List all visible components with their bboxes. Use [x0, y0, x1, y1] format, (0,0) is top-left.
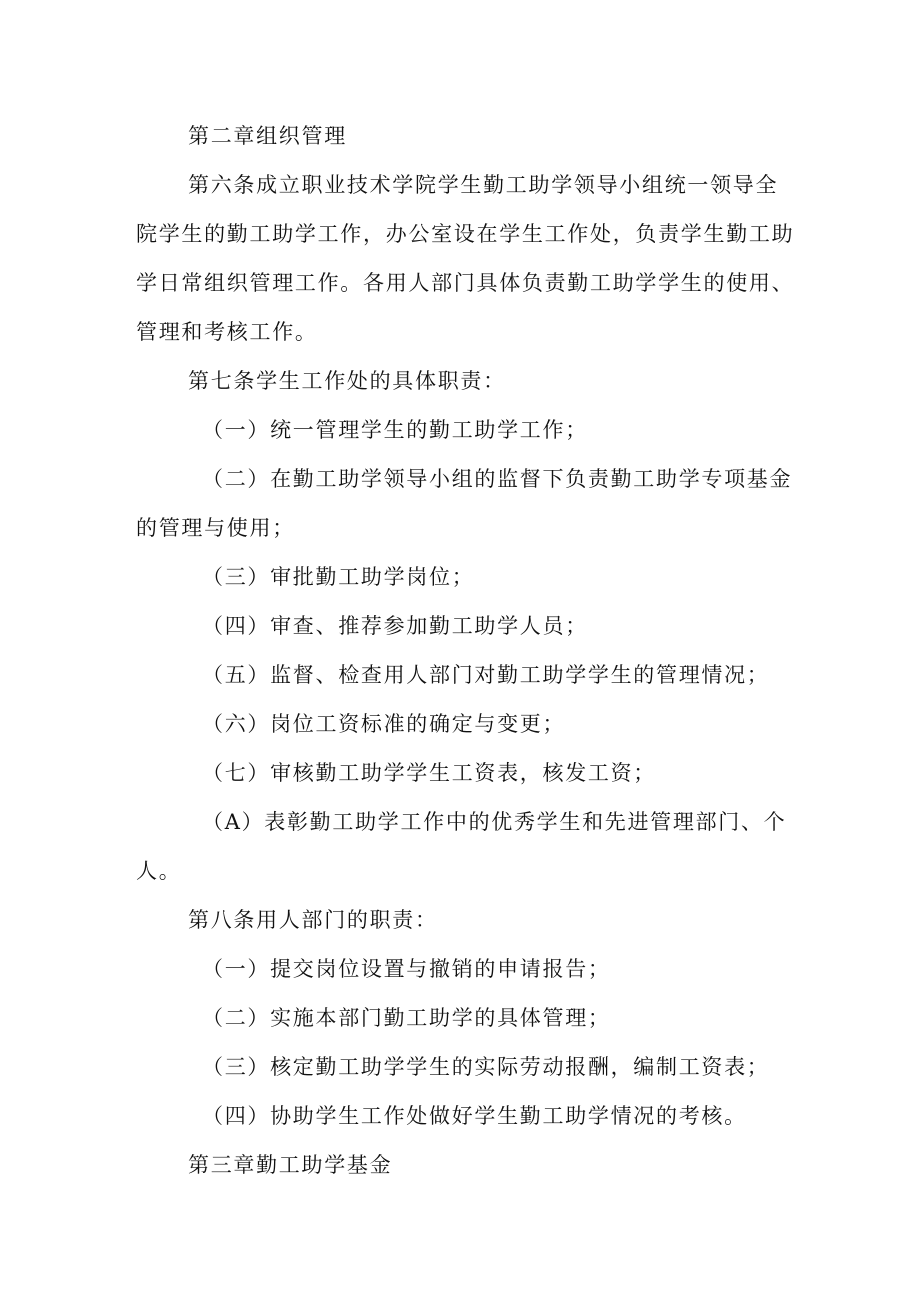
list-item: （二）在勤工助学领导小组的监督下负责勤工助学专项基金的管理与使用；: [136, 467, 793, 540]
list-item: （三）审批勤工助学岗位；: [202, 565, 475, 589]
chapter-heading: 第三章勤工助学基金: [188, 1153, 393, 1177]
list-item: （四）协助学生工作处做好学生勤工助学情况的考核。: [202, 1104, 747, 1128]
list-item: （一）统一管理学生的勤工助学工作；: [202, 418, 588, 442]
list-item: （六）岗位工资标准的确定与变更；: [202, 712, 566, 736]
article-paragraph: 第七条学生工作处的具体职责：: [188, 369, 506, 393]
list-item: （七）审核勤工助学学生工资表，核发工资；: [202, 761, 656, 785]
article-paragraph: 第八条用人部门的职责：: [188, 908, 438, 932]
list-item: （一）提交岗位设置与撤销的申请报告；: [202, 957, 611, 981]
list-item: （A）表彰勤工助学工作中的优秀学生和先进管理部门、个人。: [136, 810, 787, 883]
chapter-heading: 第二章组织管理: [188, 124, 347, 148]
list-item: （二）实施本部门勤工助学的具体管理；: [202, 1006, 611, 1030]
list-item: （四）审查、推荐参加勤工助学人员；: [202, 614, 588, 638]
article-paragraph: 第六条成立职业技术学院学生勤工助学领导小组统一领导全院学生的勤工助学工作，办公室设在学生工作处，负责学生勤工助学日常组织管理工作。各用人部门具体负责勤工助学学生的使用、管理和考核工作。: [136, 173, 795, 344]
list-item: （五）监督、检查用人部门对勤工助学学生的管理情况；: [202, 663, 770, 687]
list-item: （三）核定勤工助学学生的实际劳动报酬，编制工资表；: [202, 1055, 770, 1079]
